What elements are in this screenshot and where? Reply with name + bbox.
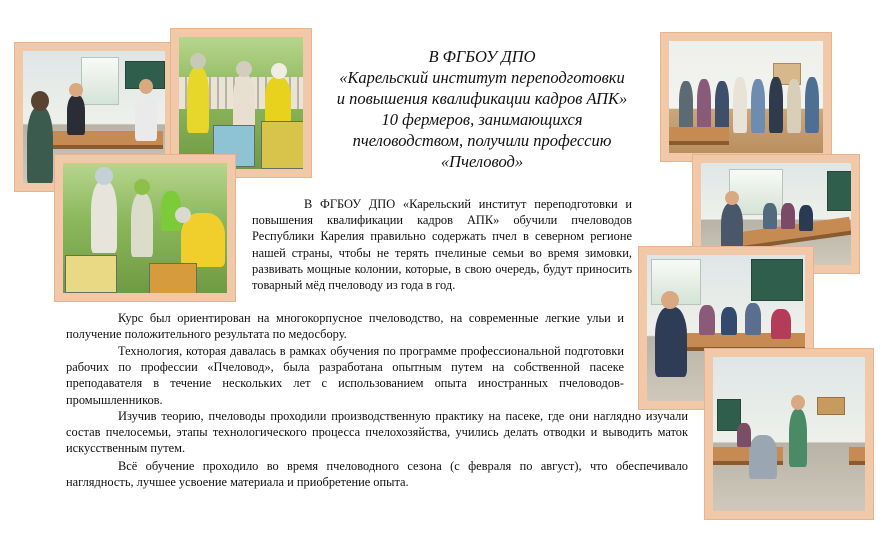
season-paragraph: Всё обучение проходило во время пчеловодного сезона (с февраля по август), что обеспечивало наглядность, лучшее усвоение материала и приобретение опыта. (66, 459, 688, 490)
heading-line-5: пчеловодством, получили профессию (352, 131, 612, 150)
technology-paragraph: Технология, которая давалась в рамках обучения по программе профессиональной подготовки рабочих по профессии «Пчеловод», была разработана опытным путем на собственной пасеке преподавателя в течение нескольких лет с использованием опыта иностранных пчеловодов-промышленников. (66, 344, 624, 407)
heading-line-1: В ФГБОУ ДПО (428, 47, 536, 66)
heading-line-4: 10 фермеров, занимающихся (381, 110, 583, 129)
photo-group-graduates (660, 32, 832, 162)
article-heading (316, 46, 648, 172)
intro-paragraph: В ФГБОУ ДПО «Карельский институт переподготовки и повышения квалификации кадров АПК» обучили пчеловодов Республики Карелия правильно содержать пчел в северном регионе нашей страны, чтобы не терять пчелиные семьи во время зимовки, развивать мощные колонии, которые, в свою очередь, будут приносить товарный мёд пчеловоду из года в год. (252, 197, 632, 293)
heading-line-6: «Пчеловод» (440, 152, 524, 171)
photo-hive-inspection (54, 154, 236, 302)
course-paragraph: Курс был ориентирован на многокорпусное пчеловодство, на современные легкие ульи и получение положительного результата по медосбору. (66, 311, 624, 342)
heading-line-2: «Карельский институт переподготовки (339, 68, 625, 87)
practice-paragraph: Изучив теорию, пчеловоды проходили производственную практику на пасеке, где они наглядно изучали состав пчелосемьи, этапы технологического процесса пчелохозяйства, учились делать отводки и выводить маток искусственным путем. (66, 409, 688, 456)
heading-line-3: и повышения квалификации кадров АПК» (336, 89, 628, 108)
photo-presentation (704, 348, 874, 520)
